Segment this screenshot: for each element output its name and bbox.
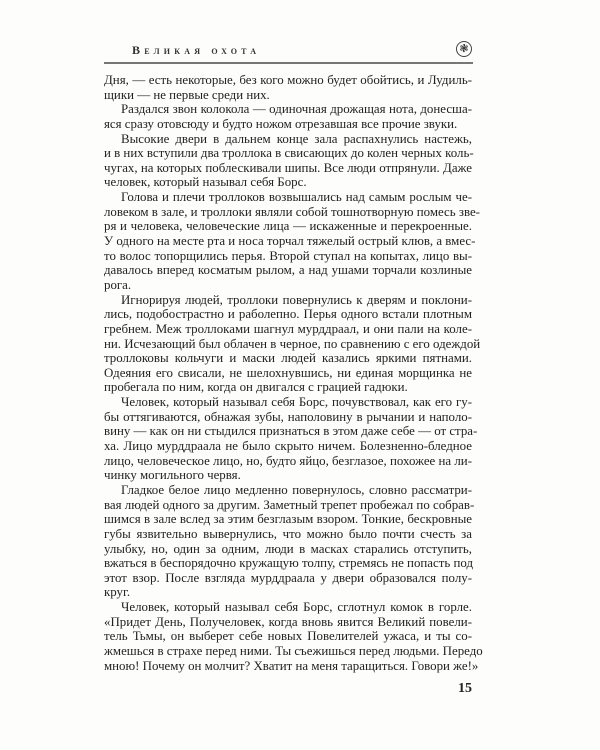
text-line: троллоковы кольчуги и маски людей казались яркими пятнами. [104, 351, 472, 366]
text-line: вину — как он ни стыдился признаться в этом даже себе — от стра- [104, 424, 478, 439]
text-line: жмешься в страхе перед ними. Ты съежишься перед людьми. Передо [104, 643, 483, 658]
text-line: Человек, который называл себя Борс, сглотнул комок в горле. [121, 600, 472, 615]
text-line: пробегала по ним, когда он двигался с грацией гадюки. [104, 380, 408, 395]
text-line: Раздался звон колокола — одиночная дрожащая нота, донесша- [121, 102, 472, 117]
text-line: вая людей одного за другим. Заметный трепет пробежал по собрав- [104, 497, 475, 512]
text-line: ловеком в зале, и троллоки являли собой тошнотворную помесь зве- [104, 204, 480, 219]
text-line: чугах, на которых поблескивали шипы. Все люди отпрянули. Даже [104, 160, 472, 175]
text-line: ни. Исчезающий был облачен в черное, по сравнению с его одеждой [104, 336, 481, 351]
text-line: щики — не первые среди них. [104, 87, 270, 102]
text-line: человек, который называл себя Борс. [104, 175, 307, 190]
header-rule [104, 62, 473, 64]
page-number: 15 [458, 681, 472, 696]
text-line: лицо, человеческое лицо, но, будто яйцо, безглазое, похожее на ли- [104, 453, 472, 468]
text-line: вжаться в беспорядочно кружащую толпу, стремясь не попасть под [104, 556, 474, 571]
text-line: шимся в зале вслед за этим безглазым взором. Тонкие, бескровные [104, 512, 472, 527]
text-line: Дня, — есть некоторые, без кого можно будет обойтись, и Лудиль- [104, 73, 472, 87]
text-line: Гладкое белое лицо медленно повернулось, словно рассматри- [121, 482, 472, 497]
ornament-icon: ❃ [456, 41, 472, 57]
text-line: мною! Почему он молчит? Хватит на меня таращиться. Говори же!» [104, 658, 479, 673]
text-line: Игнорируя людей, троллоки повернулись к дверям и поклони- [121, 292, 472, 307]
text-line: Высокие двери в дальнем конце зала распахнулись настежь, [121, 131, 472, 146]
text-line: и в них вступили два троллока в свисающих до колен черных коль- [104, 146, 474, 161]
text-line: улыбку, но, один за одним, люди в масках старались отступить, [104, 541, 472, 556]
text-line: то волос топорщились перья. Второй ступал на копытах, лицо вы- [104, 248, 472, 263]
running-title: Великая охота [132, 43, 261, 57]
text-line: чинку могильного червя. [104, 468, 241, 483]
text-line: У одного на месте рта и носа торчал тяжелый острый клюв, а вмес- [104, 234, 476, 249]
text-line: лись, подобострастно и раболепно. Перья одного встали плотным [104, 307, 472, 322]
text-line: Человек, который называл себя Борс, почувствовал, как его гу- [121, 395, 472, 410]
running-header [104, 41, 472, 61]
text-line: этот взор. После взгляда мурддраала у двери образовался полу- [104, 570, 472, 585]
text-line: бы оттягиваются, обнажая зубы, наполовину в рычании и наполо- [104, 409, 472, 424]
body-text [104, 73, 483, 673]
text-line: рога. [104, 277, 132, 292]
text-line: тель Тьмы, он выберет себе новых Повелителей ужаса, и ты со- [104, 629, 472, 644]
text-line: яся сразу отовсюду и будто ножом отрезавшая все прочие звуки. [104, 116, 458, 131]
text-line: гребнем. Меж троллоками шагнул мурддраал, и они пали на коле- [104, 321, 472, 336]
text-line: «Придет День, Получеловек, когда вновь явится Великий повели- [104, 614, 472, 629]
text-line: ря и человека, человеческие лица — искаженные и перекроенные. [104, 219, 472, 234]
text-line: Голова и плечи троллоков возвышались над самым рослым че- [121, 190, 472, 205]
text-line: губы язвительно вывернулись, что можно было почти счесть за [104, 526, 472, 541]
text-line: ха. Лицо мурддраала не было скрыто ничем. Болезненно-бледное [104, 439, 472, 454]
text-line: Одеяния его свисали, не шелохнувшись, ни единая морщинка не [104, 365, 472, 380]
text-line: круг. [104, 585, 131, 600]
text-line: давалось вперед косматым рылом, а над ушами торчали козлиные [104, 263, 472, 278]
